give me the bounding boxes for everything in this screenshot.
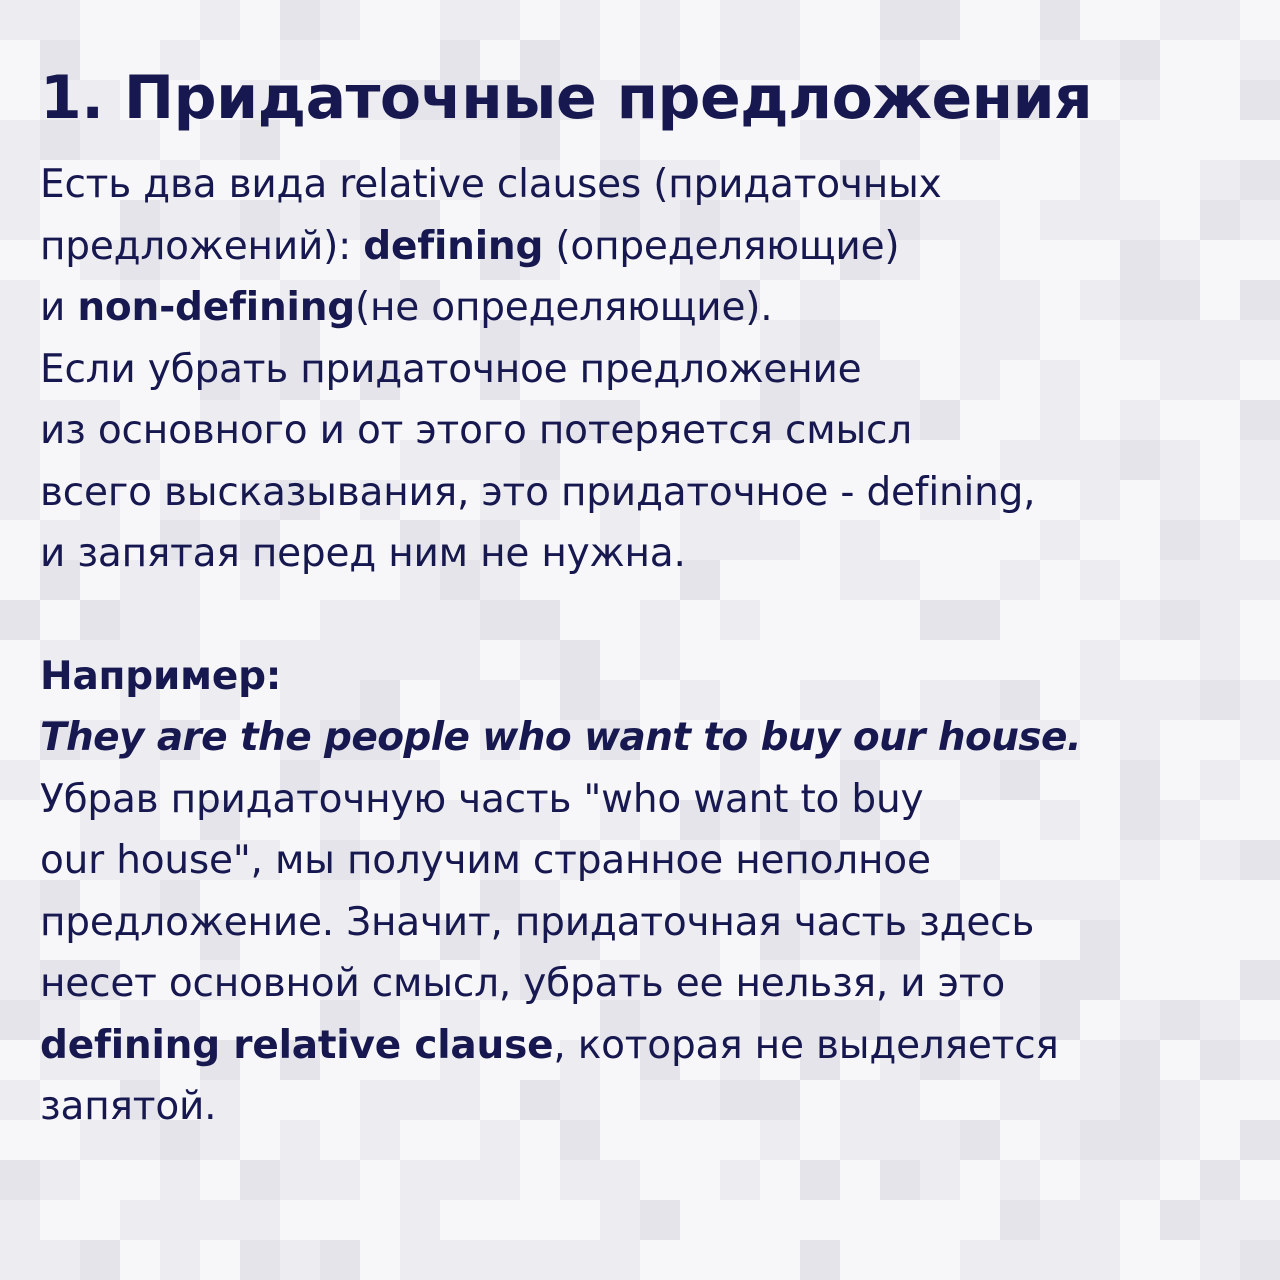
section-spacer bbox=[40, 585, 1250, 646]
pattern-tile bbox=[400, 1240, 440, 1280]
pattern-tile bbox=[920, 0, 960, 40]
pattern-tile bbox=[0, 200, 40, 240]
pattern-tile bbox=[480, 0, 520, 40]
pattern-tile bbox=[600, 1240, 640, 1280]
pattern-tile bbox=[0, 600, 40, 640]
pattern-tile bbox=[760, 0, 800, 40]
pattern-tile bbox=[560, 1240, 600, 1280]
intro-line-2-start: предложений): bbox=[40, 223, 364, 269]
pattern-tile bbox=[0, 160, 40, 200]
intro-line-7: и запятая перед ним не нужна. bbox=[40, 531, 686, 576]
pattern-tile bbox=[320, 0, 360, 40]
pattern-tile bbox=[920, 1160, 960, 1200]
pattern-tile bbox=[320, 1160, 360, 1200]
intro-line-5: из основного и от этого потеряется смысл bbox=[40, 408, 913, 453]
intro-line-2-end: (определяющие) bbox=[543, 223, 900, 269]
pattern-tile bbox=[1040, 1200, 1080, 1240]
pattern-tile bbox=[480, 1240, 520, 1280]
example-line-1: Убрав придаточную часть "who want to buy bbox=[40, 776, 924, 822]
pattern-tile bbox=[1240, 1200, 1280, 1240]
pattern-tile bbox=[0, 280, 40, 320]
pattern-tile bbox=[800, 1160, 840, 1200]
pattern-tile bbox=[1080, 1240, 1120, 1280]
pattern-tile bbox=[1000, 1160, 1040, 1200]
pattern-tile bbox=[1240, 1240, 1280, 1280]
pattern-tile bbox=[1200, 1240, 1240, 1280]
intro-line-3-start: и bbox=[40, 285, 78, 330]
pattern-tile bbox=[720, 1160, 760, 1200]
pattern-tile bbox=[0, 760, 40, 800]
pattern-tile bbox=[0, 960, 40, 1000]
pattern-tile bbox=[1080, 1160, 1120, 1200]
pattern-tile bbox=[400, 1160, 440, 1200]
intro-paragraph bbox=[40, 154, 1250, 585]
pattern-tile bbox=[1080, 1200, 1120, 1240]
pattern-tile bbox=[1040, 1240, 1080, 1280]
pattern-tile bbox=[0, 120, 40, 160]
example-line-2: our house", мы получим странное неполное bbox=[40, 838, 931, 883]
intro-line-3-end: (не определяющие). bbox=[354, 285, 773, 330]
pattern-tile bbox=[480, 1160, 520, 1200]
term-defining-relative-clause: defining relative clause bbox=[40, 1022, 554, 1068]
pattern-tile bbox=[1160, 0, 1200, 40]
pattern-tile bbox=[1200, 0, 1240, 40]
intro-line-6: всего высказывания, это придаточное - defining, bbox=[40, 469, 1036, 515]
intro-line-2 bbox=[40, 216, 1250, 278]
pattern-tile bbox=[0, 1240, 40, 1280]
term-defining: defining bbox=[363, 223, 544, 269]
example-section bbox=[40, 646, 1250, 1138]
pattern-tile bbox=[0, 480, 40, 520]
pattern-tile bbox=[280, 0, 320, 40]
example-line-3: предложение. Значит, придаточная часть здесь bbox=[40, 899, 1035, 945]
pattern-tile bbox=[0, 440, 40, 480]
pattern-tile bbox=[520, 1240, 560, 1280]
example-sentence: They are the people who want to buy our house. bbox=[40, 715, 1082, 760]
pattern-tile bbox=[560, 1160, 600, 1200]
pattern-tile bbox=[1120, 1160, 1160, 1200]
intro-line-1: Есть два вида relative clauses (придаточных bbox=[40, 162, 942, 207]
pattern-tile bbox=[400, 1200, 440, 1240]
pattern-tile bbox=[80, 1240, 120, 1280]
term-non-defining: non-defining bbox=[77, 285, 355, 330]
pattern-tile bbox=[40, 1240, 80, 1280]
pattern-tile bbox=[40, 0, 80, 40]
pattern-tile bbox=[1160, 1200, 1200, 1240]
pattern-tile bbox=[120, 1200, 160, 1240]
pattern-tile bbox=[280, 1240, 320, 1280]
pattern-tile bbox=[440, 1240, 480, 1280]
pattern-tile bbox=[240, 1240, 280, 1280]
pattern-tile bbox=[560, 0, 600, 40]
pattern-tile bbox=[40, 1160, 80, 1200]
intro-line-3 bbox=[40, 277, 1250, 339]
pattern-tile bbox=[320, 1240, 360, 1280]
page-title: 1. Придаточные предложения bbox=[40, 63, 1093, 133]
example-line-5 bbox=[40, 1015, 1250, 1077]
pattern-tile bbox=[0, 1080, 40, 1120]
pattern-tile bbox=[160, 1240, 200, 1280]
pattern-tile bbox=[880, 0, 920, 40]
pattern-tile bbox=[0, 360, 40, 400]
pattern-tile bbox=[880, 1160, 920, 1200]
example-line-4: несет основной смысл, убрать ее нельзя, и это bbox=[40, 961, 1006, 1006]
pattern-tile bbox=[640, 0, 680, 40]
pattern-tile bbox=[160, 1200, 200, 1240]
pattern-tile bbox=[1000, 1240, 1040, 1280]
pattern-tile bbox=[440, 0, 480, 40]
pattern-tile bbox=[200, 0, 240, 40]
pattern-tile bbox=[0, 920, 40, 960]
pattern-tile bbox=[640, 1200, 680, 1240]
pattern-tile bbox=[0, 0, 40, 40]
pattern-tile bbox=[1000, 1200, 1040, 1240]
pattern-tile bbox=[600, 1200, 640, 1240]
pattern-tile bbox=[1200, 1160, 1240, 1200]
example-line-5-end: , которая не выделяется bbox=[553, 1022, 1059, 1068]
pattern-tile bbox=[160, 1160, 200, 1200]
pattern-tile bbox=[0, 880, 40, 920]
example-line-6: запятой. bbox=[40, 1084, 217, 1129]
slide-content bbox=[40, 62, 1250, 1138]
pattern-tile bbox=[800, 1240, 840, 1280]
pattern-tile bbox=[440, 1160, 480, 1200]
pattern-tile bbox=[0, 1160, 40, 1200]
pattern-tile bbox=[1200, 1200, 1240, 1240]
pattern-tile bbox=[0, 400, 40, 440]
pattern-tile bbox=[720, 0, 760, 40]
pattern-tile bbox=[600, 1160, 640, 1200]
pattern-tile bbox=[0, 1200, 40, 1240]
pattern-tile bbox=[240, 1160, 280, 1200]
intro-line-4: Если убрать придаточное предложение bbox=[40, 346, 862, 392]
pattern-tile bbox=[0, 1000, 40, 1040]
pattern-tile bbox=[960, 1240, 1000, 1280]
pattern-tile bbox=[200, 1200, 240, 1240]
pattern-tile bbox=[280, 1160, 320, 1200]
pattern-tile bbox=[0, 320, 40, 360]
pattern-tile bbox=[1040, 0, 1080, 40]
example-heading: Например: bbox=[40, 653, 282, 699]
pattern-tile bbox=[240, 1200, 280, 1240]
